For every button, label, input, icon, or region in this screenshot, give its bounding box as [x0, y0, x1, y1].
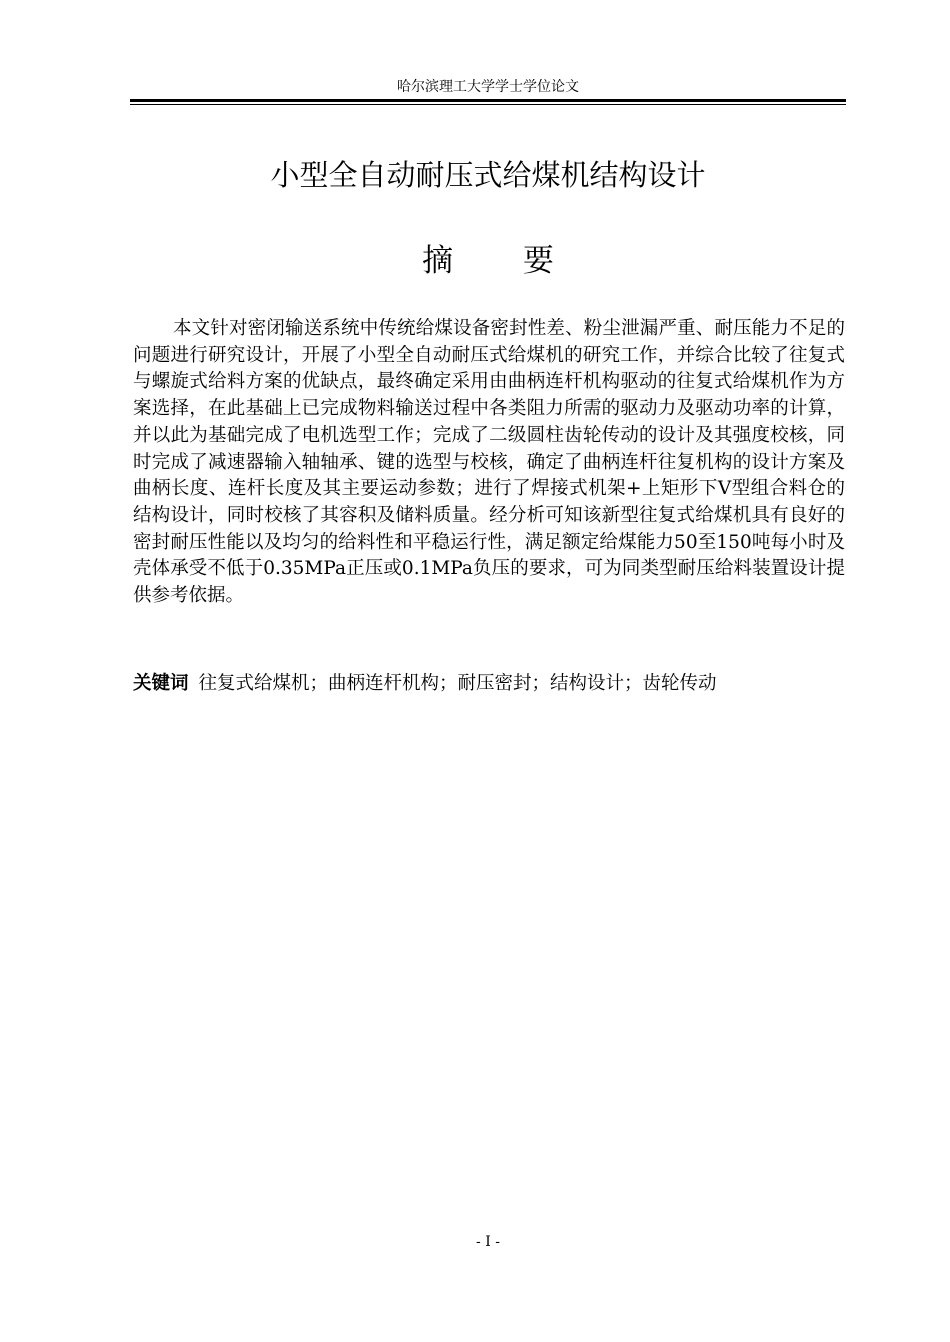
header-rule-thick	[130, 99, 846, 102]
page-number: - I -	[476, 1234, 500, 1250]
keywords-line	[133, 671, 845, 697]
keywords-text: 往复式给煤机；曲柄连杆机构；耐压密封；结构设计；齿轮传动	[198, 673, 717, 694]
keywords-label: 关键词	[133, 673, 189, 694]
thesis-title: 小型全自动耐压式给煤机结构设计	[270, 158, 706, 192]
header-rule-thin	[130, 104, 846, 105]
abstract-heading: 摘 要	[422, 243, 584, 279]
abstract-body: 本文针对密闭输送系统中传统给煤设备密封性差、粉尘泄漏严重、耐压能力不足的问题进行研究设计，开展了小型全自动耐压式给煤机的研究工作，并综合比较了往复式与螺旋式给料方案的优缺点，最终确定采用由曲柄连杆机构驱动的往复式给煤机作为方案选择，在此基础上已完成物料输送过程中各类阻力所需的驱动力及驱动功率的计算，并以此为基础完成了电机选型工作；完成了二级圆柱齿轮传动的设计及其强度校核，同时完成了减速器输入轴轴承、键的选型与校核，确定了曲柄连杆往复机构的设计方案及曲柄长度、连杆长度及其主要运动参数；进行了焊接式机架+上矩形下V型组合料仓的结构设计，同时校核了其容积及储料质量。经分析可知该新型往复式给煤机具有良好的密封耐压性能以及均匀的给料性和平稳运行性，满足额定给煤能力50至150吨每小时及壳体承受不低于0.35MPa正压或0.1MPa负压的要求，可为同类型耐压给料装置设计提供参考依据。	[133, 318, 845, 607]
running-header: 哈尔滨理工大学学士学位论文	[397, 79, 579, 95]
